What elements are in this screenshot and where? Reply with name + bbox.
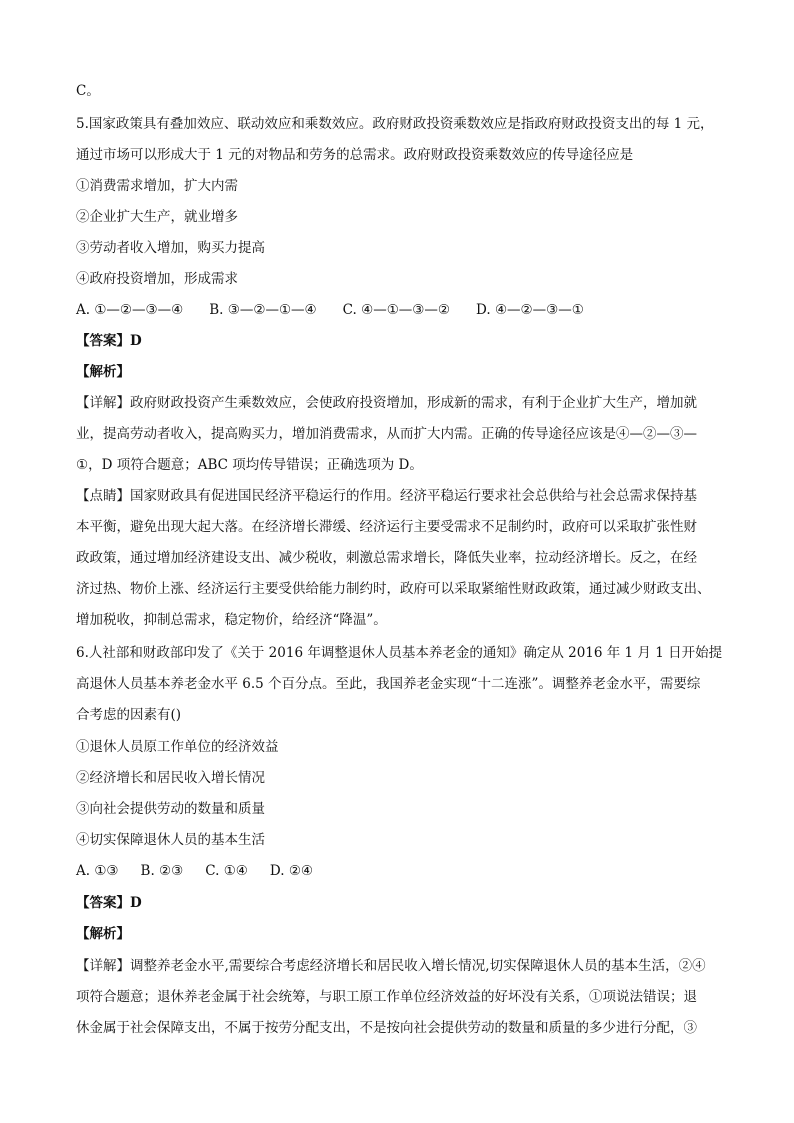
- q6-item-3: ③向社会提供劳动的数量和质量: [76, 801, 265, 817]
- q6-option-c: C. ①④: [205, 863, 248, 879]
- q6-detail-line-1: 【详解】调整养老金水平,需要综合考虑经济增长和居民收入增长情况,切实保障退休人员的基本生活，②④: [76, 958, 706, 974]
- q6-stem-line-2: 高退休人员基本养老金水平 6.5 个百分点。至此，我国养老金实现“十二连涨”。调整养老金水平，需要综: [76, 676, 701, 692]
- q6-options: [76, 862, 726, 880]
- q6-detail-line-3: 休金属于社会保障支出，不属于按劳分配支出，不是按向社会提供劳动的数量和质量的多少进行分配，③: [76, 1020, 697, 1036]
- q6-analysis-heading: 【解析】: [76, 926, 130, 942]
- q5-tip-line-4: 济过热、物价上涨、经济运行主要受供给能力制约时，政府可以采取紧缩性财政政策，通过减少财政支出、: [76, 581, 711, 597]
- q6-item-2: ②经济增长和居民收入增长情况: [76, 770, 265, 786]
- q6-option-d: D. ②④: [269, 863, 314, 879]
- q5-detail-line-3: ①，D 项符合题意；ABC 项均传导错误；正确选项为 D。: [76, 457, 423, 473]
- q6-stem-line-1: 6.人社部和财政部印发了《关于 2016 年调整退休人员基本养老金的通知》确定从 2016 年 1 月 1 日开始提: [76, 645, 723, 661]
- q5-option-b: B. ③—②—①—④: [209, 302, 317, 318]
- q5-answer: 【答案】D: [76, 333, 142, 349]
- q6-answer: 【答案】D: [76, 895, 142, 911]
- q5-stem-line-2: 通过市场可以形成大于 1 元的对物品和劳务的总需求。政府财政投资乘数效应的传导途径应是: [76, 147, 634, 163]
- q5-item-3: ③劳动者收入增加，购买力提高: [76, 240, 265, 256]
- q5-detail-line-1: 【详解】政府财政投资产生乘数效应，会使政府投资增加，形成新的需求，有利于企业扩大生产，增加就: [76, 395, 697, 411]
- prev-answer-tail: C。: [76, 83, 100, 99]
- q5-tip-line-3: 政政策，通过增加经济建设支出、减少税收，刺激总需求增长，降低失业率，拉动经济增长。反之，在经: [76, 550, 697, 566]
- q5-option-d: D. ④—②—③—①: [476, 302, 584, 318]
- q5-item-4: ④政府投资增加，形成需求: [76, 271, 238, 287]
- q5-option-c: C. ④—①—③—②: [342, 302, 451, 318]
- q5-item-2: ②企业扩大生产，就业增多: [76, 209, 238, 225]
- q5-option-a: A. ①—②—③—④: [76, 302, 184, 318]
- q6-option-a: A. ①③: [76, 863, 119, 879]
- q5-analysis-heading: 【解析】: [76, 364, 130, 380]
- q5-options: [76, 301, 726, 319]
- q5-tip-line-1: 【点睛】国家财政具有促进国民经济平稳运行的作用。经济平稳运行要求社会总供给与社会总需求保持基: [76, 488, 697, 504]
- q5-tip-line-5: 增加税收，抑制总需求，稳定物价，给经济“降温”。: [76, 612, 387, 628]
- q5-tip-line-2: 本平衡，避免出现大起大落。在经济增长滞缓、经济运行主要受需求不足制约时，政府可以采取扩张性财: [76, 519, 697, 535]
- q5-detail-line-2: 业，提高劳动者收入，提高购买力，增加消费需求，从而扩大内需。正确的传导途径应该是④—②—③—: [76, 426, 697, 442]
- q6-detail-line-2: 项符合题意；退休养老金属于社会统筹，与职工原工作单位经济效益的好坏没有关系，①项说法错误；退: [76, 989, 697, 1005]
- q5-item-1: ①消费需求增加，扩大内需: [76, 178, 238, 194]
- q5-stem-line-1: 5.国家政策具有叠加效应、联动效应和乘数效应。政府财政投资乘数效应是指政府财政投资支出的每 1 元，: [76, 116, 714, 132]
- q6-option-b: B. ②③: [140, 863, 184, 879]
- q6-stem-line-3: 合考虑的因素有(): [76, 707, 182, 723]
- q6-item-4: ④切实保障退休人员的基本生活: [76, 832, 265, 848]
- q6-item-1: ①退休人员原工作单位的经济效益: [76, 739, 279, 755]
